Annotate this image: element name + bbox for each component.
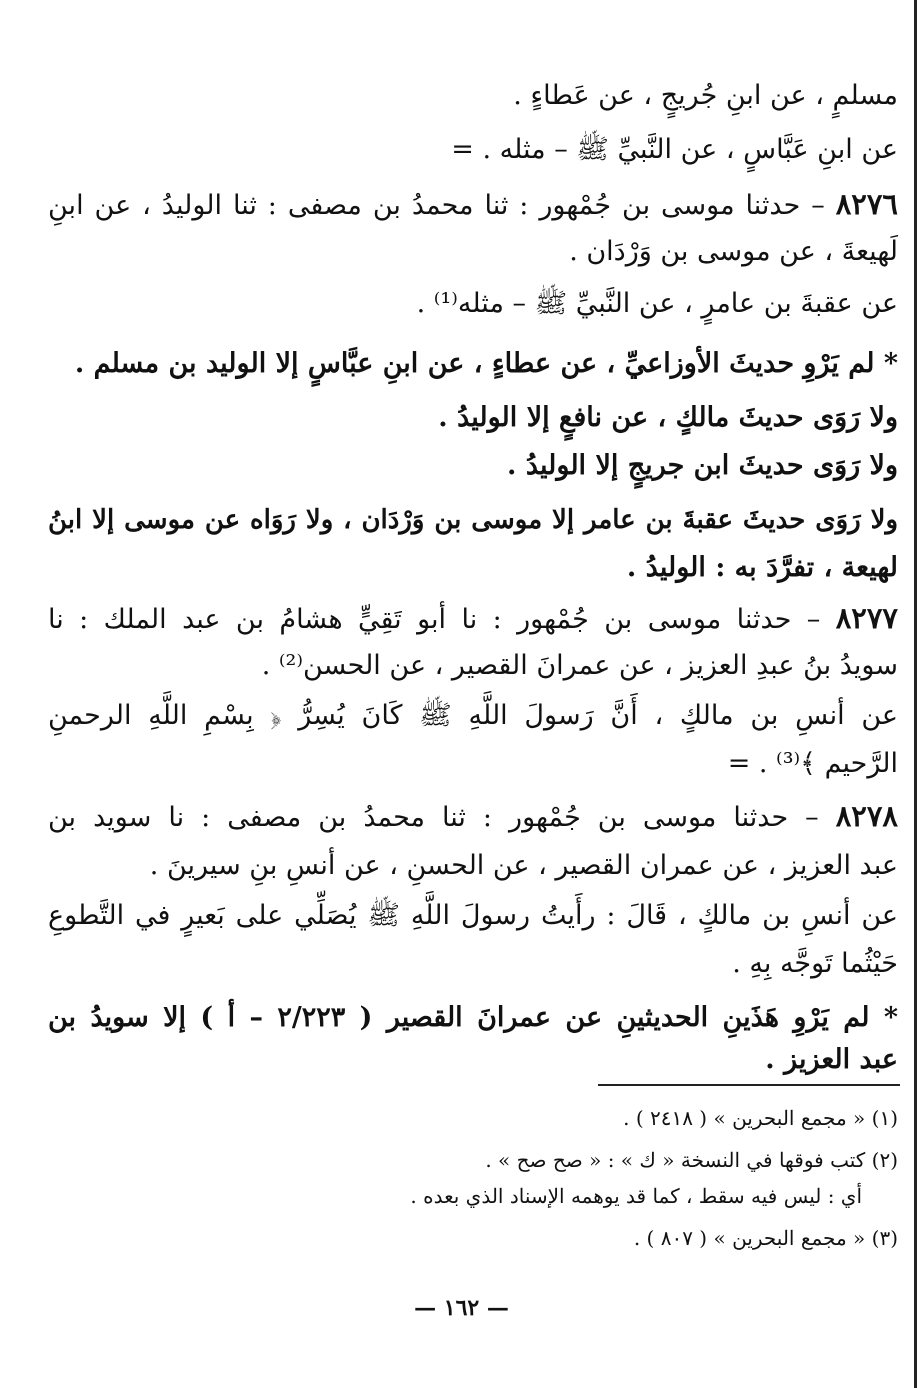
commentary-line: ولا رَوَى حديثَ عقبةَ بن عامر إلا موسى بن وَرْدَان ، ولا رَوَاه عن موسى إلا ابنُ (48, 505, 898, 535)
commentary-line: * لم يَرْوِ هَذَينِ الحديثينِ عن عمرانَ القصير ( ٢/٢٢٣ – أ ) إلا سويدُ بن (48, 1002, 898, 1033)
footnote: (٣) « مجمع البحرين » ( ٨٠٧ ) . (633, 1226, 898, 1250)
hadith-header (48, 796, 898, 838)
text-line: عبد العزيز ، عن عمران القصير ، عن الحسنِ ، عن أنسِ بنِ سيرينَ . (149, 850, 898, 881)
footnote: (٢) كتب فوقها في النسخة « ك » : « صح صح » . (485, 1148, 898, 1172)
page-edge-line (914, 0, 917, 1388)
hadith-number: ٨٢٧٦ (835, 187, 898, 221)
commentary-line: * لم يَرْوِ حديثَ الأوزاعيِّ ، عن عطاءٍ ، عن ابنِ عبَّاسٍ إلا الوليد بن مسلم . (74, 348, 898, 379)
hadith-isnad: – حدثنا موسى بن جُمْهور : ثنا محمدُ بن مصفى : ثنا الوليدُ ، عن ابنِ (48, 190, 825, 221)
footnote-separator (598, 1084, 900, 1086)
text-line: لَهيعةَ ، عن موسى بن وَرْدَان . (569, 236, 898, 267)
footnote-continuation: أي : ليس فيه سقط ، كما قد يوهمه الإسناد الذي بعده . (410, 1184, 862, 1208)
page-number: — ١٦٢ — (414, 1295, 509, 1321)
hadith-number: ٨٢٧٧ (835, 601, 898, 635)
hadith-isnad: – حدثنا موسى بن جُمْهور : نا أبو تَقِيٍّ هشامُ بن عبد الملك : نا (48, 604, 821, 635)
hadith-header (48, 598, 898, 640)
text-line: سويدُ بنُ عبدِ العزيز ، عن عمرانَ القصير ، عن الحسن⁽²⁾ . (261, 650, 898, 681)
commentary-line: ولا رَوَى حديثَ مالكٍ ، عن نافعٍ إلا الوليدُ . (438, 402, 898, 433)
text-line: عن أنسِ بن مالكٍ ، قَالَ : رأَيتُ رسولَ اللَّهِ ﷺ يُصَلِّي على بَعيرٍ في التَّطوعِ (48, 900, 898, 931)
footnote: (١) « مجمع البحرين » ( ٢٤١٨ ) . (623, 1106, 898, 1130)
hadith-header (48, 184, 898, 226)
text-line: حَيْثُما تَوجَّه بِهِ . (732, 948, 898, 979)
hadith-number: ٨٢٧٨ (835, 799, 898, 833)
commentary-line: ولا رَوَى حديثَ ابن جريجٍ إلا الوليدُ . (507, 450, 898, 481)
text-line: عن ابنِ عَبَّاسٍ ، عن النَّبيِّ ﷺ – مثله . = (451, 134, 898, 165)
text-line: عن أنسِ بن مالكٍ ، أَنَّ رَسولَ اللَّهِ ﷺ كَانَ يُسِرُّ ﴿ بِسْمِ اللَّهِ الرحمنِ (48, 700, 898, 731)
commentary-line: عبد العزيز . (765, 1044, 898, 1075)
commentary-line: لهيعة ، تفرَّدَ به : الوليدُ . (626, 552, 898, 583)
text-line: الرَّحيم ﴾⁽³⁾ . = (727, 748, 898, 779)
text-line: مسلمٍ ، عن ابنِ جُريجٍ ، عن عَطاءٍ . (513, 80, 898, 111)
text-line: عن عقبةَ بن عامرٍ ، عن النَّبيِّ ﷺ – مثله⁽¹⁾ . (416, 288, 898, 319)
hadith-isnad: – حدثنا موسى بن جُمْهور : ثنا محمدُ بن مصفى : نا سويد بن (48, 802, 819, 833)
